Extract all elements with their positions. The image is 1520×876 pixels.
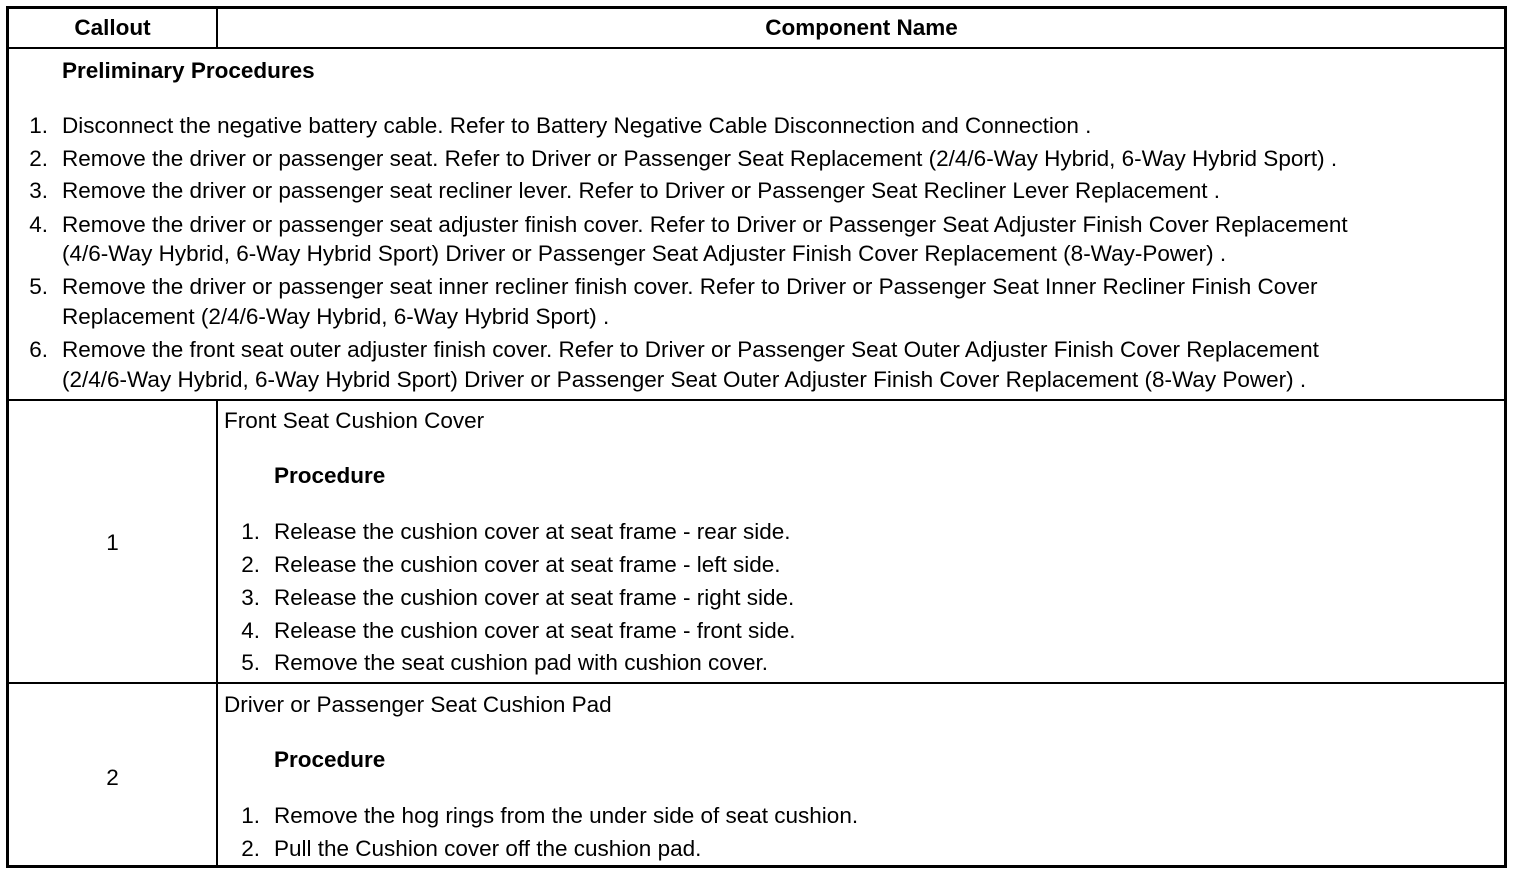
header-row-divider	[6, 47, 1507, 49]
step-text: Remove the driver or passenger seat adjuster finish cover. Refer to Driver or Passenger Seat Adjuster Finish Cover Replacement	[62, 212, 1348, 237]
step-number: 4.	[29, 212, 48, 237]
component-name: Driver or Passenger Seat Cushion Pad	[224, 692, 612, 717]
step-text: Remove the driver or passenger seat. Refer to Driver or Passenger Seat Replacement (2/4/6-Way Hybrid, 6-Way Hybrid Sport) .	[62, 146, 1338, 171]
step-text: Pull the Cushion cover off the cushion pad.	[274, 836, 702, 861]
step-number: 5.	[29, 274, 48, 299]
callout-number: 2	[106, 765, 119, 790]
step-number: 2.	[29, 146, 48, 171]
step-number: 1.	[29, 113, 48, 138]
step-text: Disconnect the negative battery cable. Refer to Battery Negative Cable Disconnection and Connection .	[62, 113, 1092, 138]
body-column-divider	[216, 399, 218, 868]
step-number: 2.	[241, 836, 260, 861]
step-text: Release the cushion cover at seat frame - rear side.	[274, 519, 791, 544]
step-number: 3.	[29, 178, 48, 203]
step-text: Release the cushion cover at seat frame - left side.	[274, 552, 781, 577]
step-text: Release the cushion cover at seat frame - right side.	[274, 585, 795, 610]
step-text-continued: Replacement (2/4/6-Way Hybrid, 6-Way Hybrid Sport) .	[62, 304, 610, 329]
step-number: 2.	[241, 552, 260, 577]
step-text: Remove the driver or passenger seat inner recliner finish cover. Refer to Driver or Passenger Seat Inner Recliner Finish Cover	[62, 274, 1318, 299]
preliminary-title: Preliminary Procedures	[62, 58, 315, 83]
step-number: 1.	[241, 519, 260, 544]
step-text: Remove the seat cushion pad with cushion cover.	[274, 650, 769, 675]
header-component-name: Component Name	[765, 15, 958, 40]
step-text: Remove the front seat outer adjuster finish cover. Refer to Driver or Passenger Seat Outer Adjuster Finish Cover Replacement	[62, 337, 1319, 362]
callout-number: 1	[106, 530, 119, 555]
preliminary-row-divider	[6, 399, 1507, 401]
step-text: Remove the driver or passenger seat recliner lever. Refer to Driver or Passenger Seat Recliner Lever Replacement .	[62, 178, 1221, 203]
step-text: Remove the hog rings from the under side of seat cushion.	[274, 803, 859, 828]
component-name: Front Seat Cushion Cover	[224, 408, 485, 433]
header-callout: Callout	[74, 15, 151, 40]
step-text: Release the cushion cover at seat frame - front side.	[274, 618, 796, 643]
step-number: 3.	[241, 585, 260, 610]
procedure-title: Procedure	[274, 463, 386, 488]
procedure-title: Procedure	[274, 747, 386, 772]
step-text-continued: (4/6-Way Hybrid, 6-Way Hybrid Sport) Driver or Passenger Seat Adjuster Finish Cover Replacement (8-Way-Power) .	[62, 241, 1227, 266]
row-1-divider	[6, 682, 1507, 684]
step-text-continued: (2/4/6-Way Hybrid, 6-Way Hybrid Sport) Driver or Passenger Seat Outer Adjuster Finish Cover Replacement (8-Way Power) .	[62, 367, 1307, 392]
step-number: 4.	[241, 618, 260, 643]
step-number: 1.	[241, 803, 260, 828]
step-number: 6.	[29, 337, 48, 362]
step-number: 5.	[241, 650, 260, 675]
